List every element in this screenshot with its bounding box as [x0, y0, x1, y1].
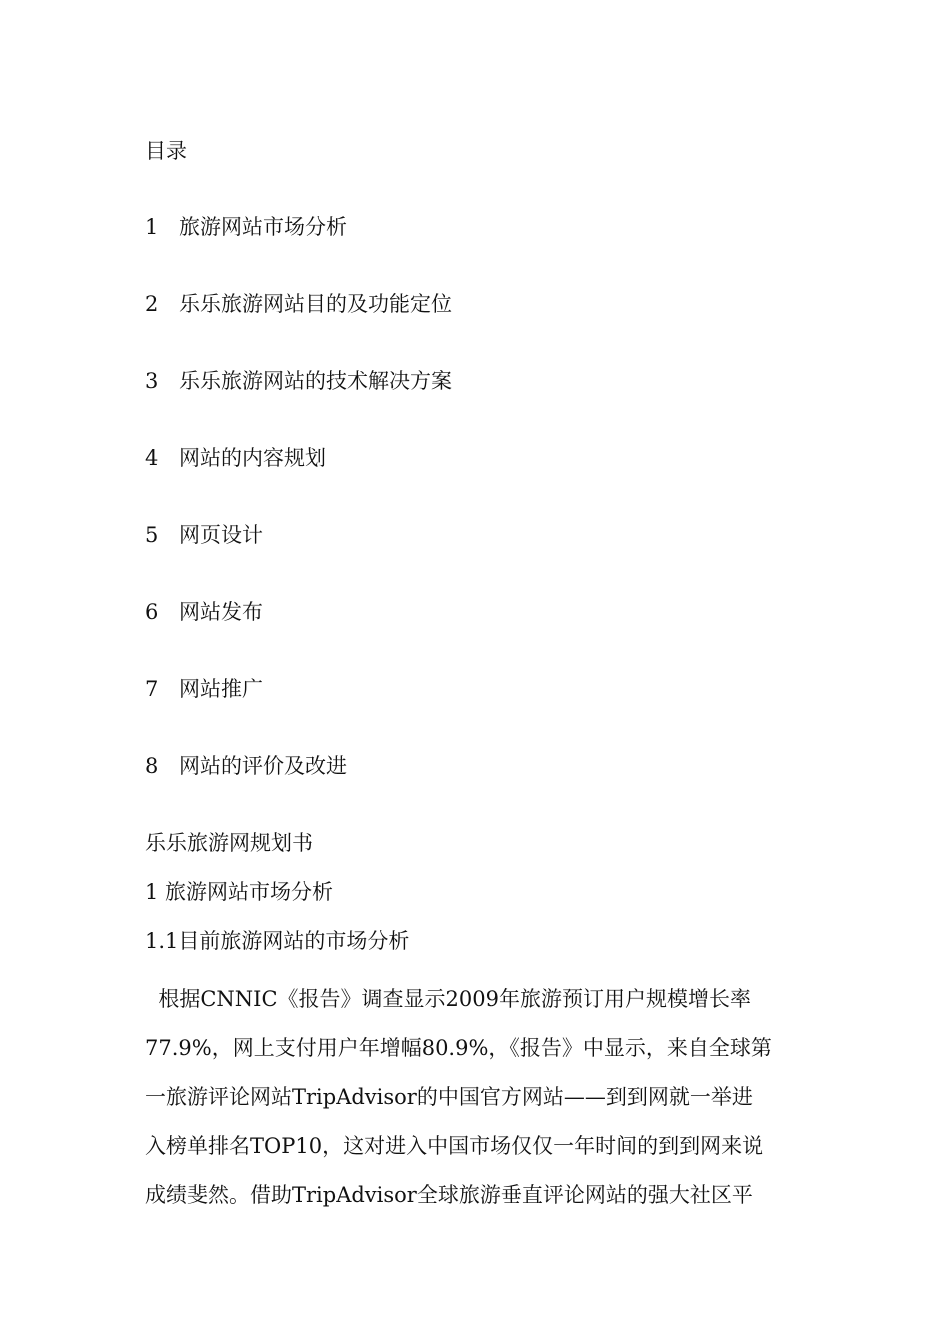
toc-item-label: 乐乐旅游网站目的及功能定位 [179, 292, 452, 316]
toc-item-label: 旅游网站市场分析 [179, 215, 347, 239]
toc-item [145, 597, 845, 674]
document-title: 乐乐旅游网规划书 [145, 831, 313, 855]
toc-item-number: 4 [145, 446, 159, 470]
paragraph-line: 一旅游评论网站TripAdvisor的中国官方网站——到到网就一举进 [145, 1085, 753, 1109]
toc-item-label: 网站的内容规划 [179, 446, 326, 470]
toc-item-number: 6 [145, 600, 159, 624]
toc-item-label: 乐乐旅游网站的技术解决方案 [179, 369, 452, 393]
paragraph-line: 成绩斐然。借助TripAdvisor全球旅游垂直评论网站的强大社区平 [145, 1183, 753, 1207]
table-of-contents [145, 212, 845, 828]
toc-item [145, 443, 845, 520]
toc-item-label: 网站发布 [179, 600, 263, 624]
body-paragraph [145, 975, 810, 1220]
paragraph-line: 77.9%，网上支付用户年增幅80.9%，《报告》中显示，来自全球第 [145, 1036, 772, 1060]
toc-item-number: 1 [145, 215, 159, 239]
toc-item [145, 366, 845, 443]
toc-item [145, 751, 845, 828]
toc-item [145, 212, 845, 289]
toc-item-label: 网页设计 [179, 523, 263, 547]
toc-item-number: 2 [145, 292, 159, 316]
toc-item-label: 网站的评价及改进 [179, 754, 347, 778]
toc-item [145, 289, 845, 366]
toc-item-label: 网站推广 [179, 677, 263, 701]
subsection-heading: 1.1目前旅游网站的市场分析 [145, 929, 410, 953]
toc-item [145, 674, 845, 751]
toc-item-number: 8 [145, 754, 159, 778]
paragraph-line: 入榜单排名TOP10，这对进入中国市场仅仅一年时间的到到网来说 [145, 1134, 764, 1158]
toc-item-number: 7 [145, 677, 159, 701]
section-heading: 1 旅游网站市场分析 [145, 880, 334, 904]
document-headings [145, 828, 845, 975]
toc-item [145, 520, 845, 597]
paragraph-line: 根据CNNIC《报告》调查显示2009年旅游预订用户规模增长率 [145, 987, 751, 1011]
toc-title: 目录 [145, 139, 187, 163]
toc-item-number: 3 [145, 369, 159, 393]
toc-item-number: 5 [145, 523, 159, 547]
